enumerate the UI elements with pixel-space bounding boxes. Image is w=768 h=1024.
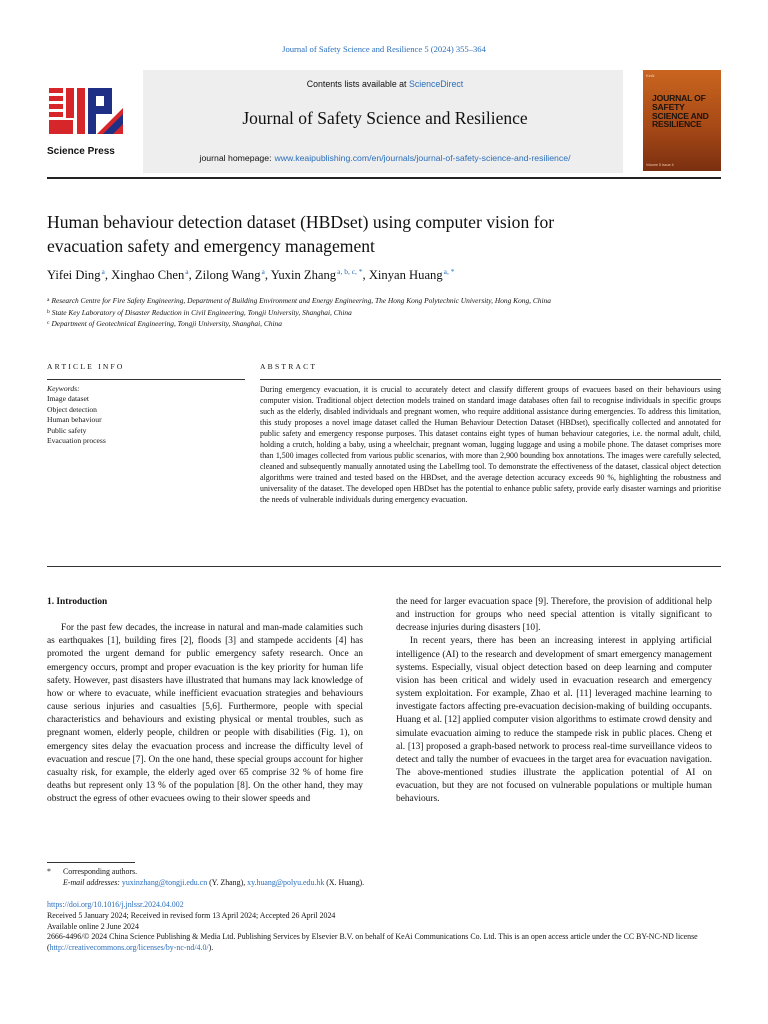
affiliation-mark: a — [47, 297, 50, 303]
copyright-end: ). — [208, 943, 214, 953]
received-dates: Received 5 January 2024; Received in revised form 13 April 2024; Accepted 26 April 2024 — [47, 910, 336, 920]
keyword-item: Evacuation process — [47, 436, 106, 446]
author-affiliation-mark[interactable]: a, b, c, * — [337, 267, 363, 276]
contents-prefix: Contents lists available at — [306, 79, 407, 89]
front-matter — [47, 900, 721, 954]
keyword-item: Human behaviour — [47, 415, 102, 425]
affiliation-item — [47, 295, 721, 307]
footnote-divider — [47, 862, 135, 863]
author-affiliation-mark[interactable]: a, * — [443, 267, 455, 276]
corresponding-note — [47, 866, 721, 877]
author-name[interactable]: Zilong Wang — [194, 268, 261, 282]
affiliation-text: State Key Laboratory of Disaster Reduction in Civil Engineering, Tongji University, Shanghai, China — [51, 307, 352, 317]
affiliation-mark: b — [47, 308, 50, 315]
article-info-divider — [47, 379, 245, 380]
body-paragraph: In recent years, there has been an increasing interest in applying artificial intelligence (AI) to the research and development of smart emergency management systems. Especially, visual object detection based on deep learning and computer vision has been critical and widely used in evacuation research and emergency system exploitation. For example, Zhao et al. [11] leveraged machine learning to investigate factors affecting pre-evacuation decision-making of building occupants. Huang et al. [12] applied computer vision algorithms to estimate crowd density and simulate evacuation aiming to reduce the stampede risk in public places. Cheng et al. [13] proposed a graph-based network to process real-time surveillance videos to detect and tally the number of evacuees in the target area for evacuation navigation. The above-mentioned studies illustrate the application potential of AI on evacuation, but they are not focused on vulnerable populations or multiple human behaviours. — [396, 636, 712, 805]
body-column-left — [47, 596, 363, 806]
contents-line — [147, 79, 623, 89]
license-link[interactable]: http://creativecommons.org/licenses/by-nc-nd/4.0/ — [49, 943, 209, 953]
section-heading: 1. Introduction — [47, 597, 108, 607]
cover-title: JOURNAL OF SAFETY SCIENCE AND RESILIENCE — [652, 93, 709, 130]
email-owner: (Y. Zhang), — [209, 878, 246, 887]
masthead — [47, 70, 627, 173]
keyword-item: Public safety — [47, 425, 87, 435]
author-affiliation-mark[interactable]: a — [261, 267, 265, 276]
abstract-bottom-divider — [47, 566, 721, 567]
science-press-logo-icon — [47, 84, 125, 140]
author-name[interactable]: Yuxin Zhang — [270, 268, 337, 282]
journal-citation-link[interactable]: Journal of Safety Science and Resilience 5 (2024) 355–364 — [282, 44, 486, 54]
header-divider — [47, 177, 721, 179]
publisher-logo-text: Science Press — [47, 146, 115, 157]
email-label: E-mail addresses: — [63, 878, 120, 887]
keyword-item: Object detection — [47, 404, 97, 414]
affiliation-mark: c — [47, 320, 50, 326]
author-name[interactable]: Xinyan Huang — [368, 268, 443, 282]
affiliations — [47, 295, 721, 330]
article-info-heading: ARTICLE INFO — [47, 362, 125, 371]
available-online: Available online 2 June 2024 — [47, 921, 139, 931]
article-title-line-2: evacuation safety and emergency management — [47, 236, 375, 256]
author-name[interactable]: Yifei Ding — [47, 268, 101, 282]
cover-footer: Volume 5 Issue 4 — [646, 163, 674, 167]
homepage-label: journal homepage: — [199, 153, 272, 163]
abstract-text: During emergency evacuation, it is crucial to accurately detect and classify different groups of evacuees based on their behaviours using computer vision. Traditional object detection models trained on standard image databases often fail to recognise individuals in specific groups such as the elderly, disabled individuals and pregnant women, who require additional assistance during emergencies. To address this limitation, this study proposes a novel image dataset called the Human Behaviour Detection Dataset (HBDset), specifically collected and annotated for public safety and emergency response purposes. This dataset contains eight types of human behaviour categories, i.e. the normal adult, child, holding a crutch, holding a baby, using a wheelchair, pregnant woman, lugging luggage and using a mobile phone. The dataset comprises more than 1,500 images collected from various public scenarios, with more than 2,900 bounding box annotations. The images were carefully selected, cleaned and subsequently manually annotated using the LabelImg tool. To demonstrate the effectiveness of the dataset, classical object detection algorithms were trained and tested based on the HBDset, and the average detection accuracy exceeds 90 %, highlighting the robustness and universality of the dataset. The developed open HBDset has the potential to enhance public safety, provide early disaster warnings and prioritise the needs of vulnerable individuals during emergency evacuation. — [260, 385, 721, 504]
journal-name: Journal of Safety Science and Resilience — [242, 108, 528, 128]
email-link[interactable]: yuxinzhang@tongji.edu.cn — [121, 878, 208, 887]
email-owner: (X. Huang). — [326, 878, 365, 887]
keywords-label: Keywords: — [47, 384, 80, 393]
author-affiliation-mark[interactable]: a — [101, 267, 105, 276]
keyword-item: Image dataset — [47, 394, 89, 404]
article-title — [47, 210, 647, 258]
keywords-block — [47, 384, 245, 446]
article-title-line-1: Human behaviour detection dataset (HBDset) using computer vision for — [47, 212, 555, 232]
abstract-divider — [260, 379, 721, 380]
doi-link[interactable]: https://doi.org/10.1016/j.jnlssr.2024.04.002 — [47, 900, 184, 909]
footnotes — [47, 866, 721, 888]
email-link[interactable]: xy.huang@polyu.edu.hk — [247, 878, 325, 887]
affiliation-item — [47, 307, 721, 319]
affiliation-text: Department of Geotechnical Engineering, Tongji University, Shanghai, China — [51, 319, 282, 328]
abstract-heading: ABSTRACT — [260, 362, 318, 371]
asterisk-icon: * — [47, 867, 51, 876]
copyright-text: 2666-4496/© 2024 China Science Publishing & Media Ltd. Publishing Services by Elsevier B.V. on behalf of KeAi Communications Co. Ltd. This is an open access article under the CC BY-NC-ND license ( — [47, 932, 698, 953]
body-paragraph: the need for larger evacuation space [9]. Therefore, the provision of additional help and instruction for groups who need special attention is vitally significant to decrease injuries during disasters [10]. — [396, 597, 712, 634]
affiliation-text: Research Centre for Fire Safety Engineering, Department of Building Environment and Energy Engineering, The Hong Kong Polytechnic University, Hong Kong, China — [51, 296, 551, 305]
author-list: Yifei Ding$^a$, Xinghao Chen$^a$, Zilong Wang$^a$, Yuxin Zhang$^{a, b, c, *}$, Xinyan Huang$^{a, *}$ — [47, 267, 455, 282]
homepage-link[interactable]: www.keaipublishing.com/en/journals/journal-of-safety-science-and-resilience/ — [274, 153, 571, 163]
sciencedirect-link[interactable]: ScienceDirect — [408, 79, 464, 89]
journal-homepage — [147, 153, 623, 163]
copyright-notice — [47, 932, 721, 954]
email-line — [47, 877, 721, 888]
journal-cover-image[interactable] — [643, 70, 721, 171]
body-paragraph: For the past few decades, the increase in natural and man-made calamities such as earthquakes [1], building fires [2], floods [3] and stampede accidents [4] has promoted the urgent demand for public emergency safety research. Once an emergency occurs, prompt and proper evacuation is the key priority for human life safety. However, past disasters have illustrated that humans may lack knowledge of how or where to evacuate, while inefficient evacuation strategies and behaviours cause serious injuries and casualties [5,6]. Furthermore, people with special characteristics and behaviours and existing physical or mental troubles, such as pregnant women, elderly people, children or people with disabilities (Fig. 1), on emergency sites delay the evacuation process and increase the difficulty level of evacuation and rescue [7]. On the one hand, these special groups account for higher casualty risk, for example, the elderly aged over 65 comprise 32 % of home fire deaths but represent only 13 % of the population [8]. On the other hand, they may obstruct the egress of other evacuees owing to their slower speeds and — [47, 623, 363, 805]
cover-header: KeAi — [646, 73, 655, 78]
body-column-right — [396, 596, 712, 807]
affiliation-item — [47, 318, 721, 330]
corresponding-text: Corresponding authors. — [63, 867, 138, 876]
publisher-logo — [47, 84, 127, 157]
author-name[interactable]: Xinghao Chen — [111, 268, 185, 282]
author-affiliation-mark[interactable]: a — [185, 267, 189, 276]
